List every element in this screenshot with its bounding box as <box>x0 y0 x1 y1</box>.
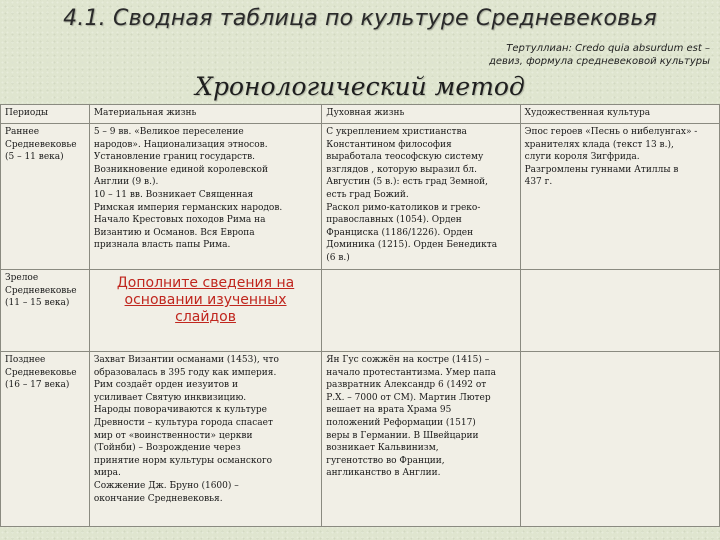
cell-period-early: Раннее Средневековье (5 – 11 века) <box>1 124 90 270</box>
epigraph-line-2: девиз, формула средневековой культуры <box>488 56 710 67</box>
cell-art-late <box>520 352 719 527</box>
table-row-early <box>1 124 720 270</box>
slide-title: 4.1. Сводная таблица по культуре Средневековья <box>63 6 657 31</box>
header-periods: Периоды <box>1 105 90 124</box>
cell-spiritual-late: Ян Гус сожжён на костре (1415) – начало протестантизма. Умер папа развратник Александр 6 (1492 от Р.Х. – 7000 от СМ). Мартин Лютер вешает на врата Храма 95 положений Реформации (1517) веры в Германии. В Швейцарии возникает Кальвинизм, гугенотство во Франции, англиканство в Англии. <box>322 352 520 527</box>
cell-spiritual-mature <box>322 270 520 352</box>
epigraph <box>390 42 710 68</box>
cell-period-mature: Зрелое Средневековье (11 – 15 века) <box>1 270 90 352</box>
culture-table <box>0 104 720 527</box>
epigraph-line-1: Тертуллиан: Credo quia absurdum est – <box>506 43 710 54</box>
cell-task-mature <box>89 270 321 352</box>
header-material-life: Материальная жизнь <box>89 105 321 124</box>
cell-period-late: Позднее Средневековье (16 – 17 века) <box>1 352 90 527</box>
cell-art-early: Эпос героев «Песнь о нибелунгах» - хранителях клада (текст 13 в.), слуги короля Зигфрида. Разгромлены гуннами Атиллы в 437 г. <box>520 124 719 270</box>
cell-material-early: 5 – 9 вв. «Великое переселение народов». Национализация этносов. Установление границ государств. Возникновение единой королевской Англии (9 в.). 10 – 11 вв. Возникает Священная Римская империя германских народов. Начало Крестовых походов Рима на Византию и Османов. Вся Европа признала власть папы Рима. <box>89 124 321 270</box>
table-row-late <box>1 352 720 527</box>
table-header-row <box>1 105 720 124</box>
cell-material-late: Захват Византии османами (1453), что образовалась в 395 году как империя. Рим создаёт орден иезуитов и усиливает Святую инквизицию. Народы поворачиваются к культуре Древности – культура города спасает мир от «воинственности» церкви (Тойнби) – Возрождение через принятие норм культуры османского мира. Сожжение Дж. Бруно (1600) – окончание Средневековья. <box>89 352 321 527</box>
header-art-culture: Художественная культура <box>520 105 719 124</box>
task-instruction: Дополните сведения на основании изученных слайдов <box>116 275 295 325</box>
header-spiritual-life: Духовная жизнь <box>322 105 520 124</box>
method-heading: Хронологический метод <box>195 72 525 101</box>
cell-spiritual-early: С укреплением христианства Константином философия выработала теософскую систему взглядов , которую выразил бл. Августин (5 в.): есть град Земной, есть град Божий. Раскол римо-католиков и греко- православных (1054). Орден Франциска (1186/1226). Орден Доминика (1215). Орден Бенедикта (6 в.) <box>322 124 520 270</box>
cell-art-mature <box>520 270 719 352</box>
table-row-mature <box>1 270 720 352</box>
